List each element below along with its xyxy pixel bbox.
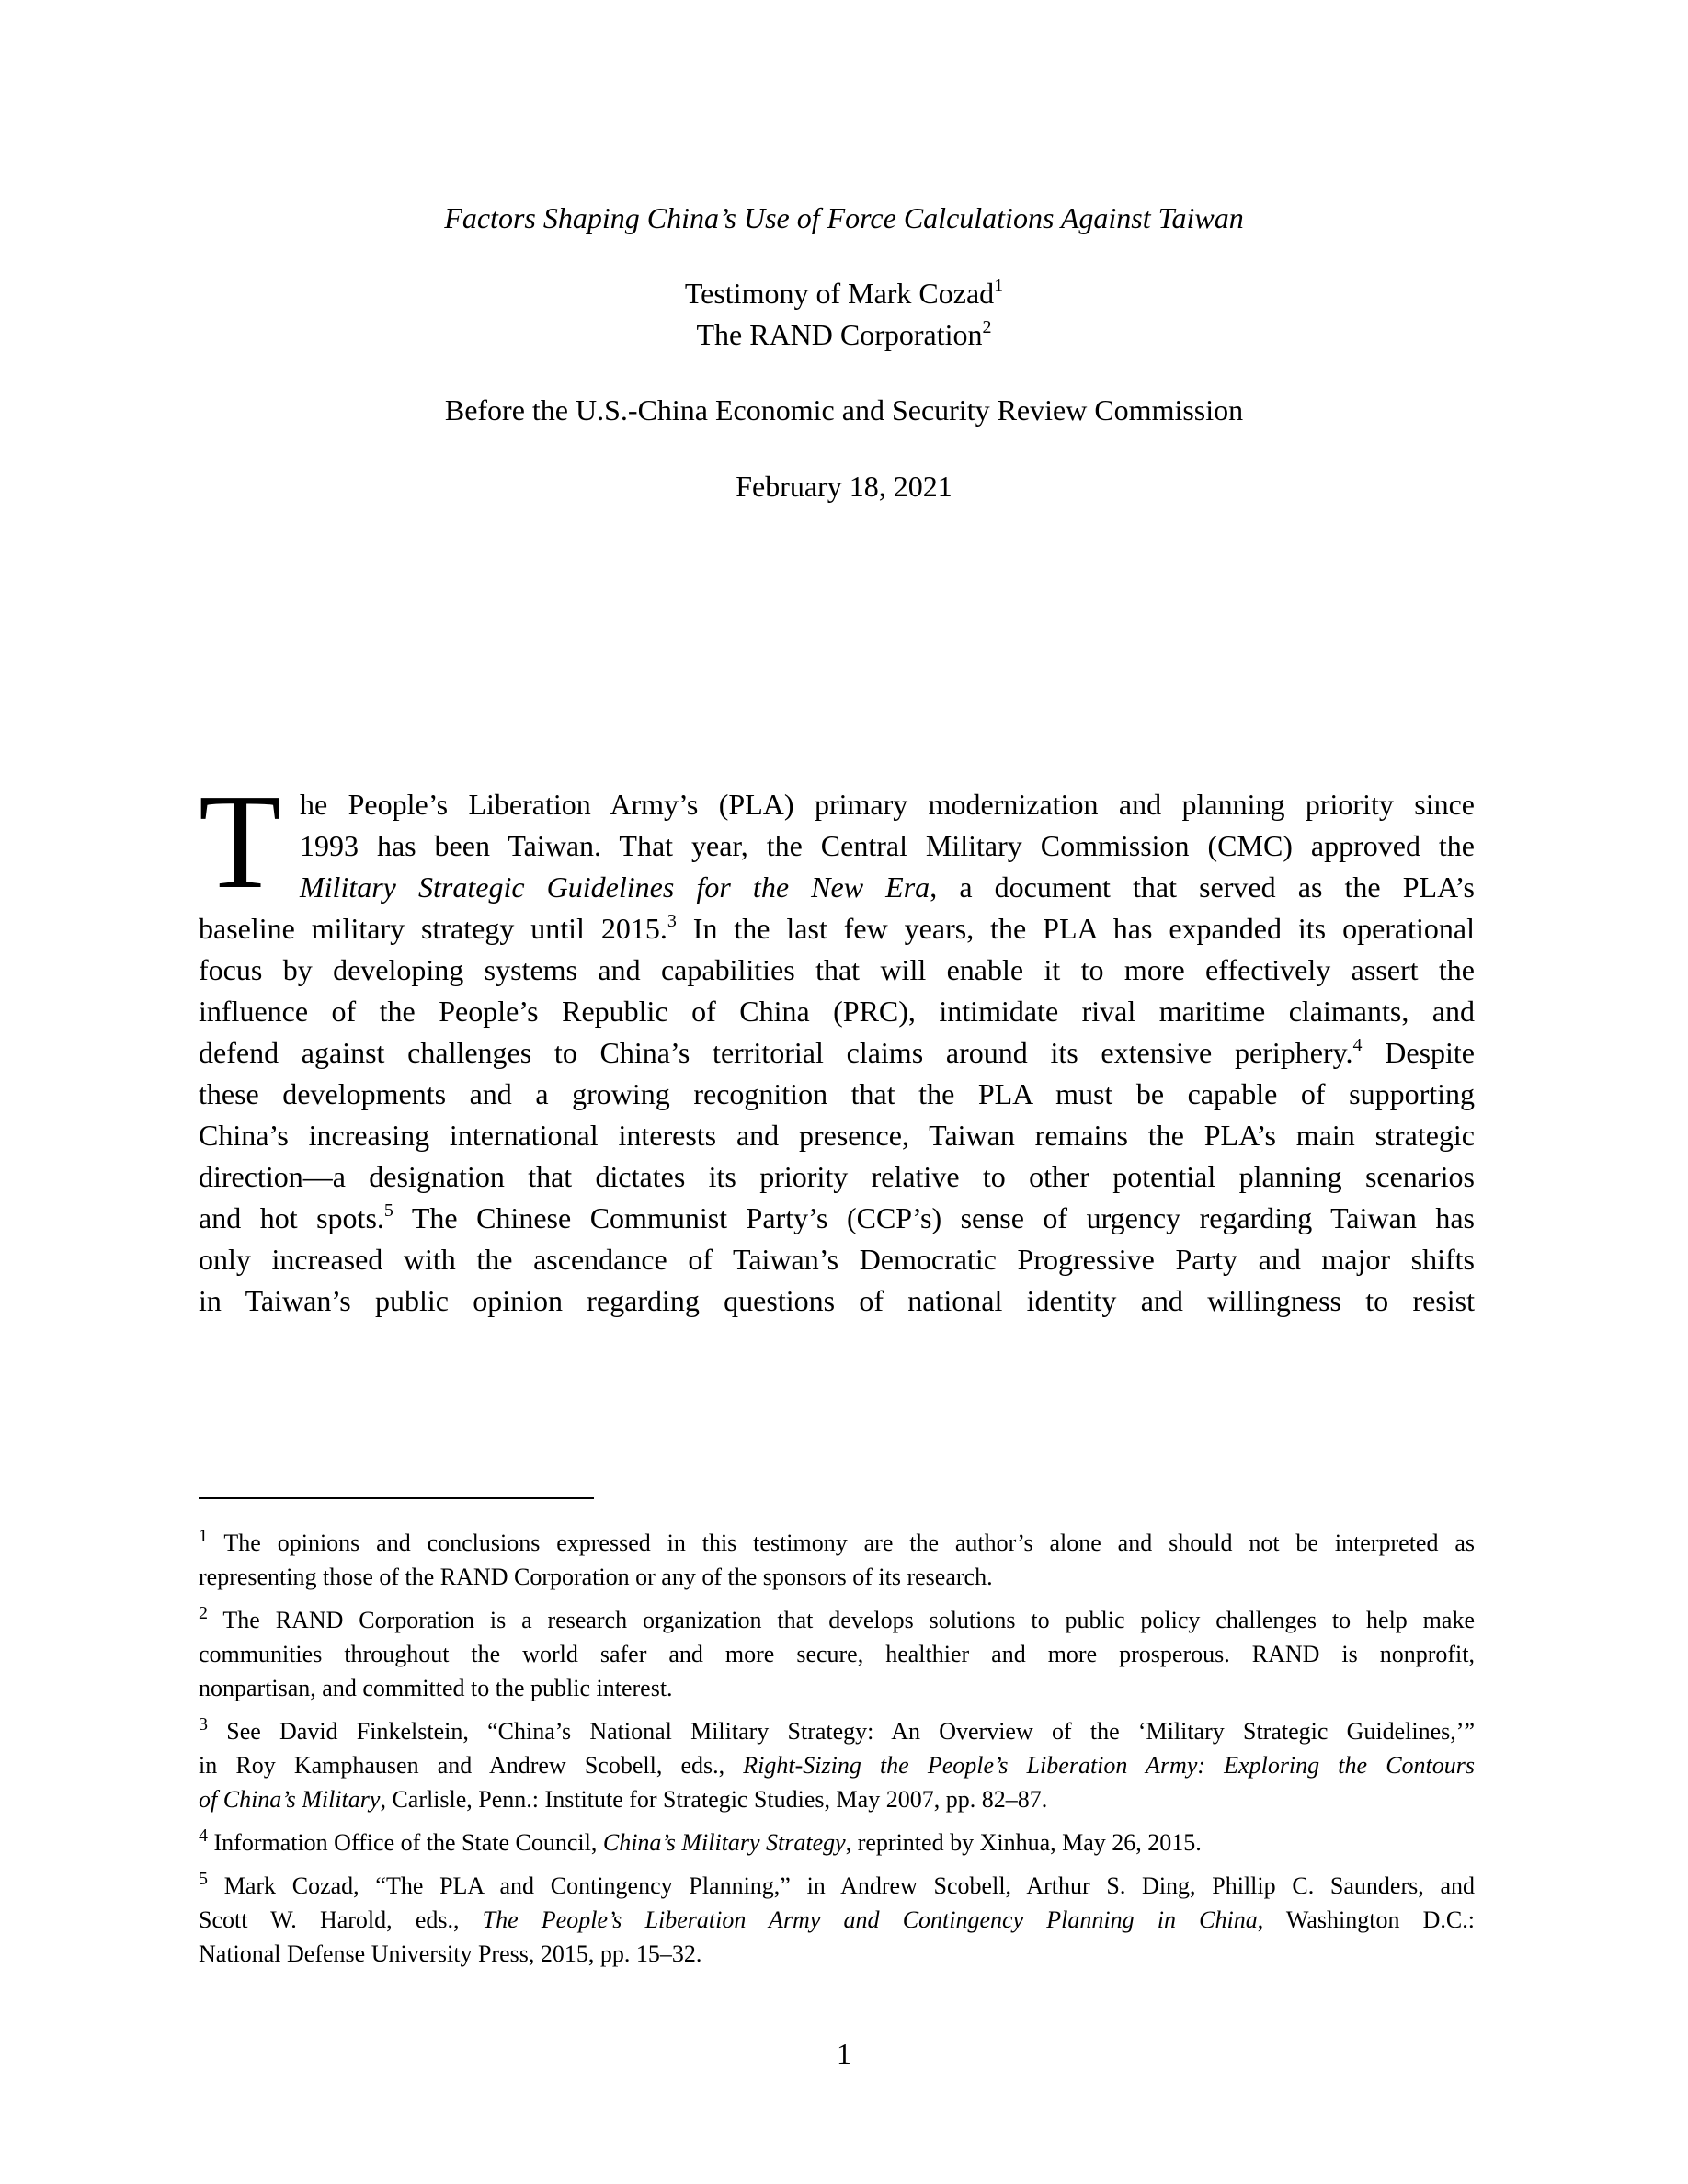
cited-book-title: of China’s Military: [199, 1786, 381, 1813]
body-line: in Taiwan’s public opinion regarding questions of national identity and willingness to resist: [199, 1284, 1475, 1317]
body-line: direction—a designation that dictates its priority relative to other potential planning scenarios: [199, 1160, 1475, 1193]
cited-document-title: China’s Military Strategy: [602, 1829, 846, 1856]
body-line: Military Strategic Guidelines for the New Era, a document that served as the PLA’s: [300, 870, 1476, 904]
guidelines-title: Military Strategic Guidelines for the New Era: [300, 870, 930, 904]
document-page: Factors Shaping China’s Use of Force Calculations Against Taiwan Testimony of Mark Cozad$^1$ The RAND Corporation$^2$ Before the U.S.-China Economic and Security Review Commission February 18, 2021 T he People’s Liberation Army’s (PLA) primary modernization and planning priority since 1993 has been Taiwan. That year, the Central Military Commission (CMC) approved the Military Strategic Guidelines for the New Era, a document that served as the PLA’s baseline military strategy until 2015.$^3$ In the last few years, the PLA has expanded its operational focus by developing systems and capabilities that will enable it to more effectively assert the influence of the People’s Republic of China (PRC), intimidate rival maritime claimants, and defend against challenges to China’s territorial claims around its extensive periphery.$^4$ Despite these developments and a growing recognition that the PLA must be capable of supporting China’s increasing international interests and presence, Taiwan remains the PLA’s main strategic direction—a designation that dictates its priority relative to other potential planning scenarios and hot spots.$^5$ The Chinese Communist Party’s (CCP’s) sense of urgency regarding Taiwan has only increased with the ascendance of Taiwan’s Democratic Progressive Party and major shifts in Taiwan’s public opinion regarding questions of national identity and willingness to resist $^1$ The opinions and conclusions expressed in this testimony are the author’s alone and should not be interpreted as representing those of the RAND Corporation or any of the sponsors of its research. $^2$ The RAND Corporation is a research organization that develops solutions to public policy challenges to help make communities throughout the world safer and more secure, healthier and more prosperous. RAND is nonprofit, nonpartisan, and committed to the public interest. $^3$ See David Finkelstein, “China’s National Military Strategy: An Overview of the ‘Military Strategic Guidelines,’” in Roy Kamphausen and Andrew Scobell, eds., Right-Sizing the People’s Liberation Army: Exploring the Contours of China’s Military, Carlisle, Penn.: Institute for Strategic Studies, May 2007, pp. 82–87. $^4$ Information Office of the State Council, China’s Military Strategy, reprinted by Xinhua, May 26, 2015. $^5$ Mark Cozad, “The PLA and Contingency Planning,” in Andrew Scobell, Arthur S. Ding, Phillip C. Saunders, and Scott W. Harold, eds., The People’s Liberation Army and Contingency Planning in China, Washington D.C.: National Defense University Press, 2015, pp. 15–32. 1: [0, 0, 1688, 2184]
footnote-ref-5[interactable]: 5: [383, 1200, 393, 1221]
cited-book-title: Right-Sizing the People’s Liberation Army: Exploring the Contours: [743, 1752, 1475, 1779]
organization-name: The RAND Corporation: [696, 318, 983, 351]
footnote-number: 5: [199, 1869, 208, 1889]
body-line: focus by developing systems and capabilities that will enable it to more effectively assert the: [199, 953, 1475, 986]
footnote-number: 4: [199, 1826, 208, 1846]
footnote-number: 2: [199, 1603, 208, 1623]
body-line: 1993 has been Taiwan. That year, the Central Military Commission (CMC) approved the: [300, 829, 1475, 862]
testimony-date: February 18, 2021: [736, 470, 952, 503]
footnote-number: 3: [199, 1714, 208, 1735]
organization-line: [0, 317, 1688, 352]
footnote-ref-2[interactable]: 2: [982, 317, 992, 337]
body-line: China’s increasing international interests and presence, Taiwan remains the PLA’s main strategic: [199, 1119, 1475, 1152]
footnote-ref-1[interactable]: 1: [994, 276, 1004, 296]
footnote-divider: [199, 1497, 594, 1499]
author-line: [0, 276, 1688, 311]
footnote-ref-4[interactable]: 4: [1352, 1035, 1363, 1055]
commission-line: Before the U.S.-China Economic and Security Review Commission: [444, 393, 1244, 427]
body-line: baseline military strategy until 2015.$^3$ In the last few years, the PLA has expanded its operational: [199, 911, 1476, 945]
body-line: only increased with the ascendance of Taiwan’s Democratic Progressive Party and major shifts: [199, 1243, 1475, 1276]
author-name: Testimony of Mark Cozad: [684, 277, 995, 310]
body-line: influence of the People’s Republic of China (PRC), intimidate rival maritime claimants, and: [199, 995, 1475, 1028]
body-line: he People’s Liberation Army’s (PLA) primary modernization and planning priority since: [300, 788, 1475, 821]
cited-book-title: The People’s Liberation Army and Contingency Planning in China: [482, 1906, 1258, 1933]
body-line: defend against challenges to China’s territorial claims around its extensive periphery.$^4$ Despite: [199, 1035, 1476, 1069]
document-title: Factors Shaping China’s Use of Force Calculations Against Taiwan: [444, 201, 1244, 234]
footnote-ref-3[interactable]: 3: [667, 911, 677, 931]
body-line: and hot spots.$^5$ The Chinese Communist Party’s (CCP’s) sense of urgency regarding Taiwan has: [199, 1200, 1476, 1234]
footnote-number: 1: [199, 1526, 208, 1546]
body-line: these developments and a growing recognition that the PLA must be capable of supporting: [199, 1077, 1475, 1110]
drop-cap: T: [199, 767, 282, 917]
page-number: 1: [837, 2037, 851, 2070]
